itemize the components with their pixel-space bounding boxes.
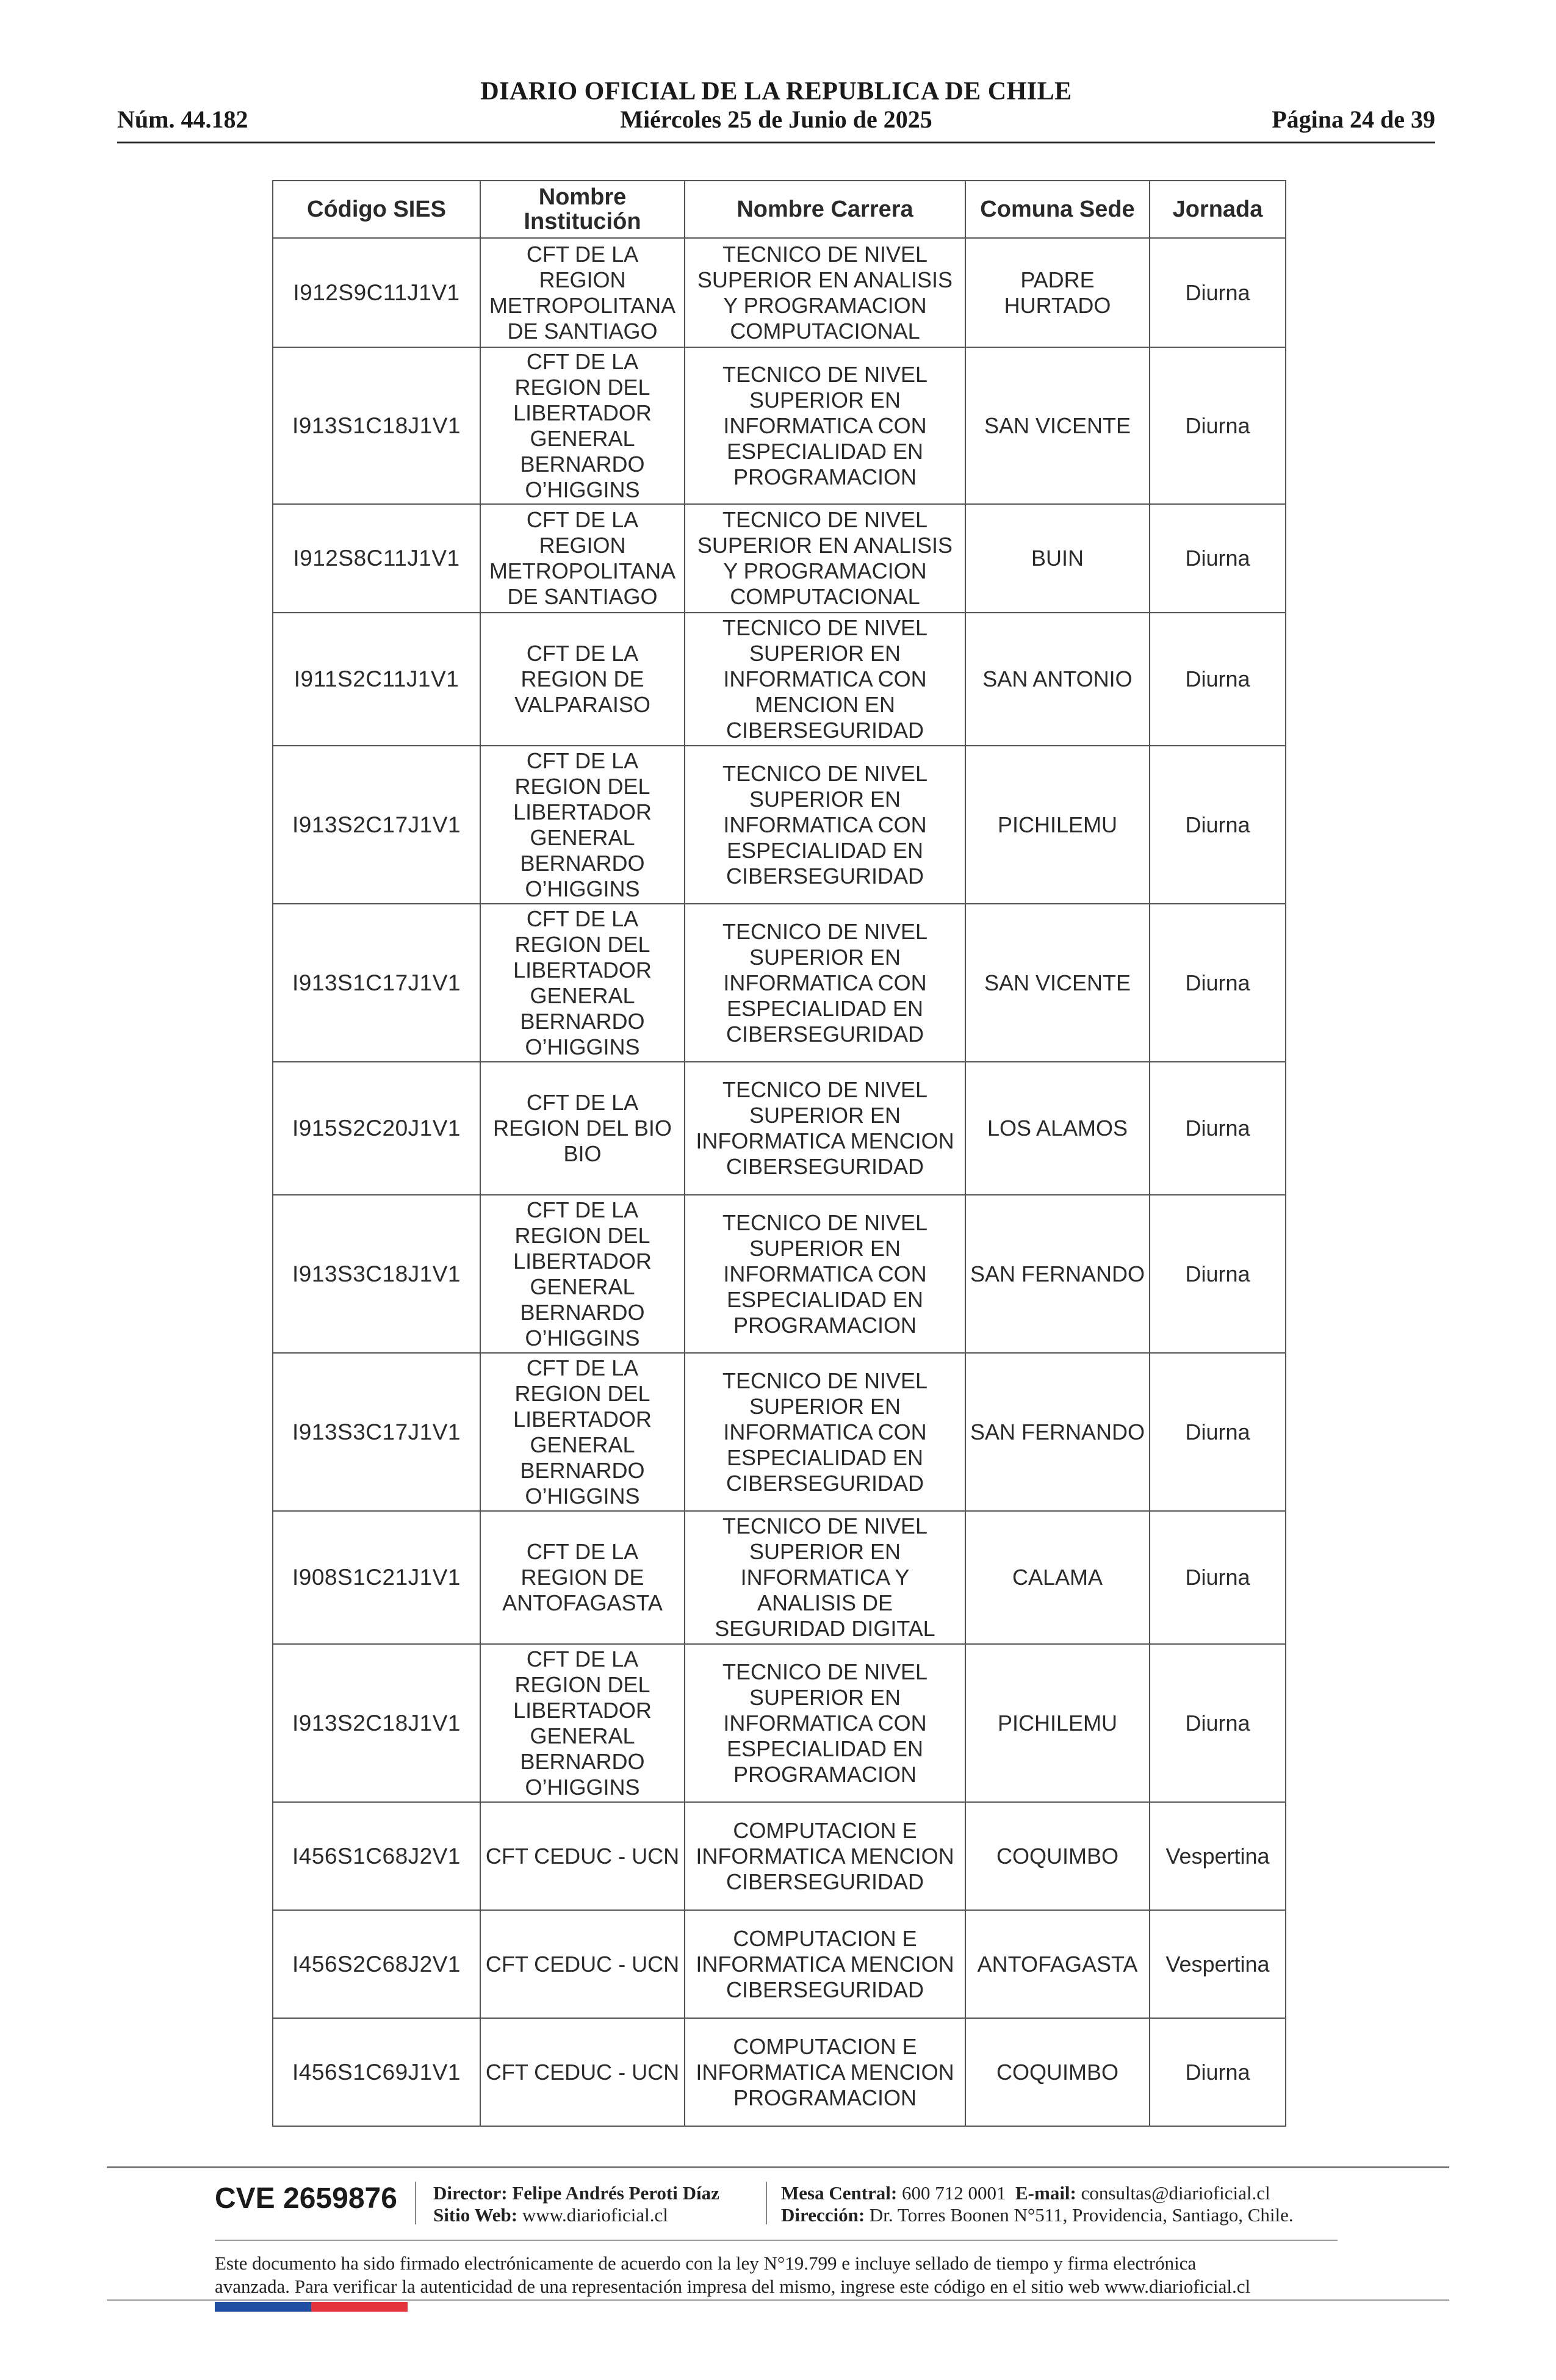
cve-code: CVE 2659876	[215, 2182, 397, 2215]
footer-mid-divider	[215, 2240, 1338, 2241]
table-row	[273, 504, 1286, 613]
phone-label: Mesa Central:	[781, 2182, 898, 2204]
cell-carrera: COMPUTACION E INFORMATICA MENCION PROGRAMACION	[685, 2018, 965, 2126]
cell-jornada: Diurna	[1150, 1353, 1286, 1511]
cell-carrera: COMPUTACION E INFORMATICA MENCION CIBERSEGURIDAD	[685, 1802, 965, 1910]
footer-separator	[415, 2182, 416, 2224]
cell-codigo: I456S1C69J1V1	[273, 2018, 480, 2126]
cell-jornada: Diurna	[1150, 2018, 1286, 2126]
cell-codigo: I911S2C11J1V1	[273, 613, 480, 746]
cell-carrera: TECNICO DE NIVEL SUPERIOR EN INFORMATICA CON ESPECIALIDAD EN PROGRAMACION	[685, 347, 965, 504]
table-row	[273, 904, 1286, 1062]
flag-stripe-red	[311, 2302, 408, 2312]
address-text: Dr. Torres Boonen N°511, Providencia, Santiago, Chile.	[869, 2204, 1294, 2226]
cell-carrera: TECNICO DE NIVEL SUPERIOR EN INFORMATICA CON ESPECIALIDAD EN CIBERSEGURIDAD	[685, 746, 965, 904]
cell-comuna: SAN VICENTE	[965, 904, 1150, 1062]
cell-codigo: I913S2C18J1V1	[273, 1644, 480, 1802]
table-row	[273, 613, 1286, 746]
cell-codigo: I913S3C17J1V1	[273, 1353, 480, 1511]
column-header-institucion: Nombre Institución	[480, 181, 685, 238]
cell-codigo: I913S1C18J1V1	[273, 347, 480, 504]
cell-comuna: SAN ANTONIO	[965, 613, 1150, 746]
director-line	[433, 2182, 719, 2204]
column-header-comuna: Comuna Sede	[965, 181, 1150, 238]
cell-jornada: Diurna	[1150, 904, 1286, 1062]
cell-carrera: TECNICO DE NIVEL SUPERIOR EN INFORMATICA CON MENCION EN CIBERSEGURIDAD	[685, 613, 965, 746]
table-row	[273, 238, 1286, 347]
table-row	[273, 1195, 1286, 1353]
cell-codigo: I913S1C17J1V1	[273, 904, 480, 1062]
website-label: Sitio Web:	[433, 2204, 518, 2226]
address-line	[781, 2204, 1294, 2226]
cell-institucion: CFT CEDUC - UCN	[480, 1910, 685, 2018]
table-row	[273, 2018, 1286, 2126]
cell-carrera: TECNICO DE NIVEL SUPERIOR EN INFORMATICA CON ESPECIALIDAD EN PROGRAMACION	[685, 1195, 965, 1353]
legal-notice	[215, 2252, 1362, 2298]
cell-comuna: COQUIMBO	[965, 2018, 1150, 2126]
email-label: E-mail:	[1015, 2182, 1076, 2204]
column-header-codigo: Código SIES	[273, 181, 480, 238]
cell-jornada: Diurna	[1150, 746, 1286, 904]
cell-institucion: CFT DE LA REGION DEL LIBERTADOR GENERAL BERNARDO O’HIGGINS	[480, 1195, 685, 1353]
page-indicator: Página 24 de 39	[1272, 106, 1435, 133]
footer-top-divider	[107, 2166, 1449, 2168]
cell-jornada: Vespertina	[1150, 1802, 1286, 1910]
cell-codigo: I908S1C21J1V1	[273, 1511, 480, 1644]
cell-jornada: Diurna	[1150, 613, 1286, 746]
table-row	[273, 1511, 1286, 1644]
cell-comuna: COQUIMBO	[965, 1802, 1150, 1910]
table-row	[273, 1353, 1286, 1511]
table-row	[273, 1802, 1286, 1910]
cell-jornada: Diurna	[1150, 1644, 1286, 1802]
gazette-title: DIARIO OFICIAL DE LA REPUBLICA DE CHILE	[480, 78, 1072, 106]
contact-line	[781, 2182, 1270, 2204]
table-row	[273, 746, 1286, 904]
cell-institucion: CFT CEDUC - UCN	[480, 2018, 685, 2126]
cell-institucion: CFT DE LA REGION METROPOLITANA DE SANTIAGO	[480, 504, 685, 613]
website-link[interactable]: www.diarioficial.cl	[522, 2204, 668, 2226]
cell-institucion: CFT DE LA REGION DEL LIBERTADOR GENERAL BERNARDO O’HIGGINS	[480, 347, 685, 504]
table-row	[273, 1062, 1286, 1195]
cell-codigo: I456S2C68J2V1	[273, 1910, 480, 2018]
cell-comuna: PICHILEMU	[965, 1644, 1150, 1802]
column-header-jornada: Jornada	[1150, 181, 1286, 238]
cell-comuna: PADRE HURTADO	[965, 238, 1150, 347]
careers-table	[272, 180, 1286, 2127]
cell-carrera: COMPUTACION E INFORMATICA MENCION CIBERSEGURIDAD	[685, 1910, 965, 2018]
cell-institucion: CFT DE LA REGION DEL LIBERTADOR GENERAL BERNARDO O’HIGGINS	[480, 1644, 685, 1802]
phone-number: 600 712 0001	[902, 2182, 1006, 2204]
cell-codigo: I913S2C17J1V1	[273, 746, 480, 904]
cell-codigo: I915S2C20J1V1	[273, 1062, 480, 1195]
cell-institucion: CFT DE LA REGION DE VALPARAISO	[480, 613, 685, 746]
director-name: Felipe Andrés Peroti Díaz	[512, 2182, 719, 2204]
cell-jornada: Diurna	[1150, 1062, 1286, 1195]
header-divider	[117, 142, 1435, 143]
table-row	[273, 347, 1286, 504]
cell-institucion: CFT DE LA REGION DEL LIBERTADOR GENERAL BERNARDO O’HIGGINS	[480, 1353, 685, 1511]
legal-line: avanzada. Para verificar la autenticidad de una representación impresa del mismo, ingrese este código en el sitio web www.diarioficial.cl	[215, 2276, 1251, 2297]
cell-institucion: CFT DE LA REGION DE ANTOFAGASTA	[480, 1511, 685, 1644]
cell-institucion: CFT DE LA REGION DEL BIO BIO	[480, 1062, 685, 1195]
header-info-row	[117, 105, 1435, 135]
footer-separator	[766, 2182, 767, 2224]
cell-jornada: Diurna	[1150, 238, 1286, 347]
cell-institucion: CFT DE LA REGION DEL LIBERTADOR GENERAL BERNARDO O’HIGGINS	[480, 746, 685, 904]
cell-carrera: TECNICO DE NIVEL SUPERIOR EN INFORMATICA Y ANALISIS DE SEGURIDAD DIGITAL	[685, 1511, 965, 1644]
cell-jornada: Diurna	[1150, 1195, 1286, 1353]
cell-jornada: Diurna	[1150, 504, 1286, 613]
cell-comuna: SAN FERNANDO	[965, 1195, 1150, 1353]
table-row	[273, 1644, 1286, 1802]
cell-jornada: Vespertina	[1150, 1910, 1286, 2018]
cell-institucion: CFT CEDUC - UCN	[480, 1802, 685, 1910]
cell-comuna: SAN VICENTE	[965, 347, 1150, 504]
issue-date: Miércoles 25 de Junio de 2025	[620, 106, 932, 133]
cell-institucion: CFT DE LA REGION METROPOLITANA DE SANTIAGO	[480, 238, 685, 347]
cell-carrera: TECNICO DE NIVEL SUPERIOR EN INFORMATICA CON ESPECIALIDAD EN PROGRAMACION	[685, 1644, 965, 1802]
column-header-carrera: Nombre Carrera	[685, 181, 965, 238]
cell-comuna: ANTOFAGASTA	[965, 1910, 1150, 2018]
director-label: Director:	[433, 2182, 508, 2204]
table-header-row	[273, 181, 1286, 238]
website-line	[433, 2204, 668, 2226]
cell-jornada: Diurna	[1150, 1511, 1286, 1644]
footer-bottom-divider	[107, 2299, 1449, 2301]
cell-codigo: I913S3C18J1V1	[273, 1195, 480, 1353]
cell-comuna: LOS ALAMOS	[965, 1062, 1150, 1195]
cell-jornada: Diurna	[1150, 347, 1286, 504]
cell-comuna: PICHILEMU	[965, 746, 1150, 904]
page-header	[117, 72, 1435, 144]
email-link[interactable]: consultas@diarioficial.cl	[1081, 2182, 1270, 2204]
cell-institucion: CFT DE LA REGION DEL LIBERTADOR GENERAL BERNARDO O’HIGGINS	[480, 904, 685, 1062]
cell-carrera: TECNICO DE NIVEL SUPERIOR EN INFORMATICA MENCION CIBERSEGURIDAD	[685, 1062, 965, 1195]
cell-comuna: SAN FERNANDO	[965, 1353, 1150, 1511]
issue-number: Núm. 44.182	[117, 106, 248, 133]
cell-carrera: TECNICO DE NIVEL SUPERIOR EN INFORMATICA CON ESPECIALIDAD EN CIBERSEGURIDAD	[685, 1353, 965, 1511]
cell-comuna: BUIN	[965, 504, 1150, 613]
flag-stripe-blue	[215, 2302, 311, 2312]
cell-carrera: TECNICO DE NIVEL SUPERIOR EN ANALISIS Y PROGRAMACION COMPUTACIONAL	[685, 504, 965, 613]
address-label: Dirección:	[781, 2204, 865, 2226]
cell-codigo: I912S9C11J1V1	[273, 238, 480, 347]
legal-line: Este documento ha sido firmado electrónicamente de acuerdo con la ley N°19.799 e incluye sellado de tiempo y firma electrónica	[215, 2252, 1197, 2274]
table-row	[273, 1910, 1286, 2018]
cell-carrera: TECNICO DE NIVEL SUPERIOR EN INFORMATICA CON ESPECIALIDAD EN CIBERSEGURIDAD	[685, 904, 965, 1062]
cell-codigo: I912S8C11J1V1	[273, 504, 480, 613]
cell-comuna: CALAMA	[965, 1511, 1150, 1644]
cell-carrera: TECNICO DE NIVEL SUPERIOR EN ANALISIS Y PROGRAMACION COMPUTACIONAL	[685, 238, 965, 347]
cell-codigo: I456S1C68J2V1	[273, 1802, 480, 1910]
